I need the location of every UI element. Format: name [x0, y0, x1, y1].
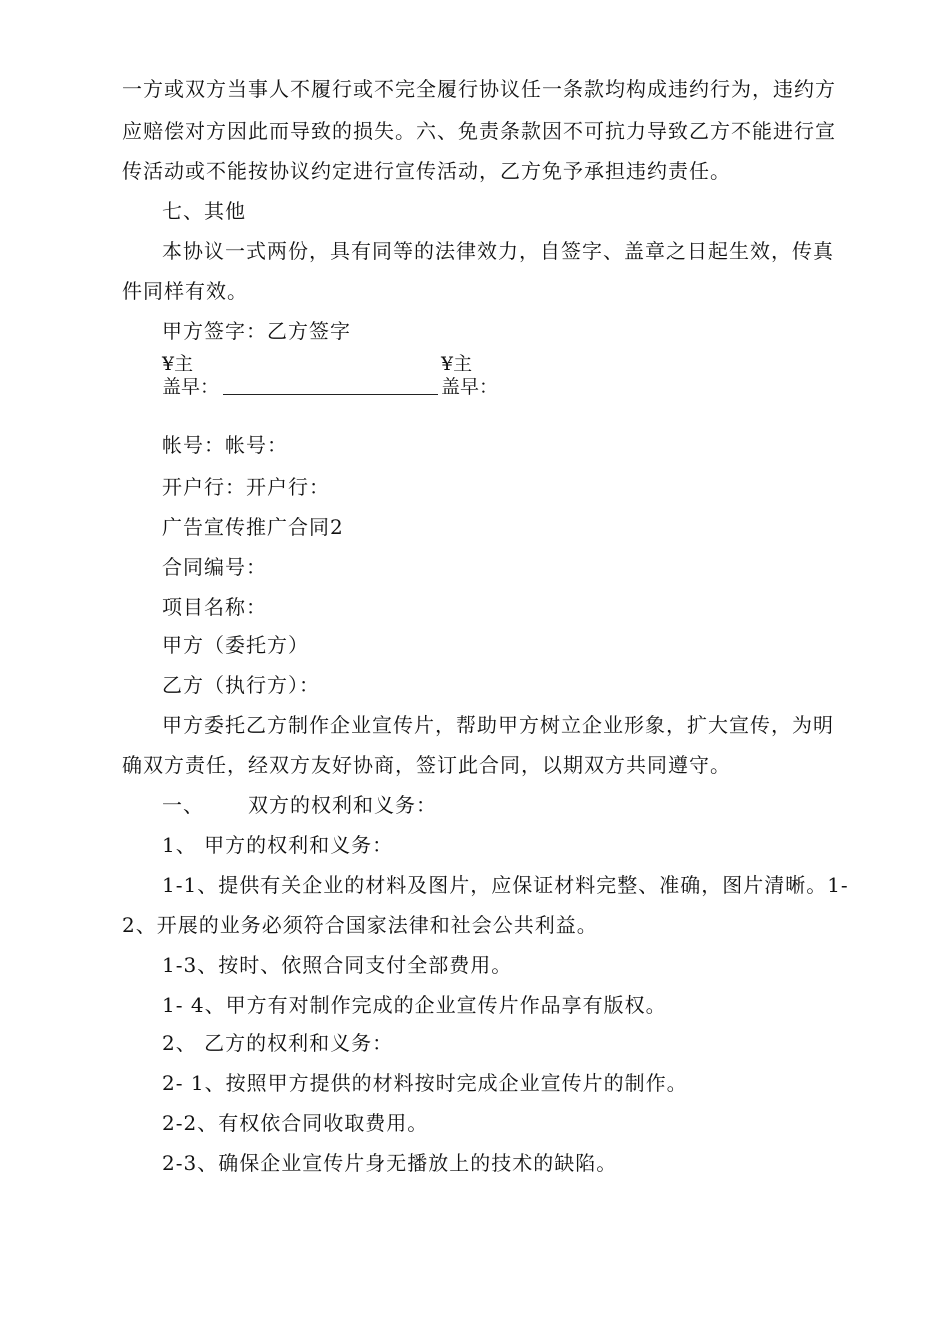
signature-left-bottom: 盖早： [162, 376, 220, 398]
account-line: 帐号：帐号： [162, 433, 288, 457]
paragraph-line: 甲方委托乙方制作企业宣传片，帮助甲方树立企业形象，扩大宣传，为明 [162, 713, 834, 737]
list-item: 2-2、有权依合同收取费用。 [162, 1111, 429, 1135]
signature-left-top: ¥主 [162, 353, 194, 375]
paragraph-line: 确双方责任，经双方友好协商，签订此合同，以期双方共同遵守。 [122, 753, 731, 777]
list-item: 1- 4、甲方有对制作完成的企业宣传片作品享有版权。 [162, 993, 667, 1017]
list-item: 2- 1、按照甲方提供的材料按时完成企业宣传片的制作。 [162, 1071, 688, 1095]
signature-heading: 甲方签字：乙方签字 [162, 319, 351, 343]
bank-line: 开户行：开户行： [162, 475, 330, 499]
signature-right-bottom: 盖早： [441, 376, 499, 398]
paragraph-line: 件同样有效。 [122, 279, 248, 303]
list-item: 1-3、按时、依照合同支付全部费用。 [162, 953, 513, 977]
paragraph-line: 传活动或不能按协议约定进行宣传活动，乙方免予承担违约责任。 [122, 159, 731, 183]
party-a: 甲方（委托方） [162, 633, 309, 657]
list-item: 1-1、提供有关企业的材料及图片，应保证材料完整、准确，图片清晰。1- [162, 873, 849, 897]
project-name: 项目名称： [162, 595, 267, 619]
signature-right-top: ¥主 [441, 353, 473, 375]
section-number: 一、 [162, 793, 204, 817]
section-heading: 七、其他 [162, 199, 246, 223]
list-item: 2、 乙方的权利和义务： [162, 1031, 394, 1055]
paragraph-line: 本协议一式两份，具有同等的法律效力，自签字、盖章之日起生效，传真 [162, 239, 834, 263]
section-1-heading [162, 792, 437, 818]
paragraph-line: 应赔偿对方因此而导致的损失。六、免责条款因不可抗力导致乙方不能进行宣 [122, 119, 836, 143]
section-title: 双方的权利和义务： [248, 793, 437, 817]
list-item: 2-3、确保企业宣传片身无播放上的技术的缺陷。 [162, 1151, 618, 1175]
list-item: 1、 甲方的权利和义务： [162, 833, 394, 857]
party-b: 乙方（执行方）： [162, 673, 320, 697]
signature-line [223, 394, 438, 395]
paragraph-line: 一方或双方当事人不履行或不完全履行协议任一条款均构成违约行为，违约方 [122, 77, 836, 101]
contract-title: 广告宣传推广合同2 [162, 515, 344, 539]
list-item: 2、开展的业务必须符合国家法律和社会公共利益。 [122, 913, 598, 937]
contract-number: 合同编号： [162, 555, 267, 579]
